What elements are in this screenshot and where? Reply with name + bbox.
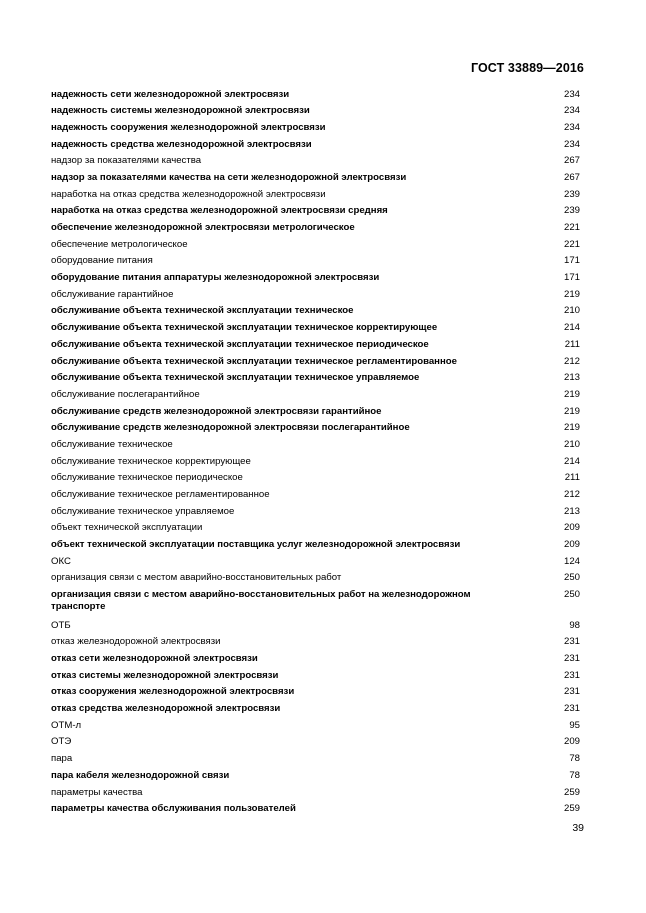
index-page-ref: 209 [563,539,580,551]
index-page-ref: 221 [563,222,580,233]
index-term: отказ средства железнодорожной электросвязи [51,703,281,715]
index-term: обслуживание объекта технической эксплуатации техническое корректирующее [51,322,438,334]
index-term: обслуживание объекта технической эксплуатации техническое регламентированное [51,355,457,367]
index-term: ОТМ-л [51,719,82,731]
index-term: надзор за показателями качества на сети железнодорожной электросвязи [51,171,407,183]
index-page-ref: 78 [569,769,580,781]
index-page-ref: 234 [563,121,580,133]
index-term: пара кабеля железнодорожной связи [51,769,230,781]
index-page-ref: 219 [563,405,580,417]
index-term: обслуживание средств железнодорожной электросвязи гарантийное [51,405,382,417]
index-entry [51,203,582,220]
index-page-ref: 78 [569,753,580,765]
index-page-ref: 124 [563,555,580,567]
index-entry [51,667,582,684]
index-term: отказ сооружения железнодорожной электросвязи [51,686,295,698]
index-page-ref: 234 [563,88,580,100]
index-page-ref: 231 [563,636,580,648]
index-entry [51,734,582,751]
index-entry [51,520,582,537]
document-header: ГОСТ 33889—2016 [470,61,584,75]
index-entry [51,453,582,470]
index-term: организация связи с местом аварийно-восстановительных работ [51,572,342,584]
index-entry [51,103,582,120]
index-page-ref: 210 [563,438,580,450]
index-term: объект технической эксплуатации поставщика услуг железнодорожной электросвязи [51,539,461,551]
index-page-ref: 231 [563,669,580,681]
index-term: обслуживание техническое корректирующее [51,455,251,467]
index-entry [51,286,582,303]
index-entry [51,651,582,668]
index-entry [51,386,582,403]
index-term: обслуживание средств железнодорожной электросвязи послегарантийное [51,422,410,434]
index-entry [51,784,582,801]
index-term: наработка на отказ средства железнодорожной электросвязи средняя [51,205,388,217]
index-page-ref: 231 [563,703,580,715]
index-entry [51,503,582,520]
index-entry [51,717,582,734]
index-entry [51,420,582,437]
index-term: оборудование питания [51,255,153,267]
index-page-ref: 250 [563,572,580,584]
index-page-ref: 259 [563,786,580,798]
index-page-ref: 210 [563,305,580,317]
index-entry [51,751,582,768]
index-term: обслуживание объекта технической эксплуатации техническое [51,305,354,317]
index-term: надежность сети железнодорожной электросвязи [51,88,290,100]
index-entry [51,186,582,203]
index-page-ref: 219 [563,422,580,434]
index-entry [51,617,582,634]
index-entry [51,220,582,237]
index-term: надежность средства железнодорожной электросвязи [51,138,312,150]
index-entry [51,86,582,103]
index-entry [51,236,582,253]
index-term: обеспечение метрологическое [51,238,188,250]
index-entry [51,684,582,701]
page-number: 39 [572,822,584,834]
index-page-ref: 211 [564,472,580,484]
index-entry [51,436,582,453]
index-page-ref: 171 [563,272,580,284]
index-entry [51,634,582,651]
index-term: ОКС [51,555,71,567]
index-entry [51,487,582,504]
index-term: обслуживание техническое [51,438,173,450]
index-page-ref: 239 [563,205,580,217]
index-term: надежность сооружения железнодорожной электросвязи [51,121,326,133]
index-term: обслуживание послегарантийное [51,388,200,400]
index-entry [51,353,582,370]
index-page-ref: 239 [563,188,580,200]
index-page-ref: 231 [563,653,580,664]
index-entry [51,767,582,784]
index-entry [51,253,582,270]
index-page-ref: 98 [569,619,580,631]
index-entry [51,370,582,387]
index-entry [51,270,582,287]
index-page-ref: 250 [563,589,580,601]
index-entry [51,801,582,818]
index-term: обслуживание техническое регламентированное [51,489,270,500]
index-term: наработка на отказ средства железнодорожной электросвязи [51,188,326,200]
index-entry [51,403,582,420]
index-page-ref: 234 [563,105,580,117]
index-page-ref: 213 [563,505,580,517]
index-term: отказ системы железнодорожной электросвязи [51,669,279,681]
index-term: ОТЭ [51,736,72,748]
index-term: организация связи с местом аварийно-восстановительных работ на железнодорожном транспорте [51,589,471,613]
index-term: оборудование питания аппаратуры железнодорожной электросвязи [51,272,380,284]
index-page-ref: 212 [563,355,580,367]
index-page-ref: 231 [563,686,580,698]
index-entry [51,470,582,487]
index-page-ref: 95 [569,719,580,731]
index-term: надзор за показателями качества [51,155,202,167]
index-term: обслуживание техническое управляемое [51,505,235,517]
index-entry [51,169,582,186]
index-term: обслуживание техническое периодическое [51,472,243,484]
index-entry [51,153,582,170]
index-page-ref: 214 [563,455,580,467]
index-term: ОТБ [51,619,71,631]
index-page-ref: 211 [564,338,580,350]
index-entry [51,553,582,570]
index-entry [51,136,582,153]
index-page-ref: 214 [563,322,580,334]
index-list [51,86,582,817]
index-entry [51,303,582,320]
index-page-ref: 219 [563,388,580,400]
index-entry [51,701,582,718]
index-entry [51,119,582,136]
index-entry [51,320,582,337]
index-page-ref: 219 [563,288,580,300]
index-entry [51,336,582,353]
index-page-ref: 259 [563,803,580,815]
index-page-ref: 267 [563,155,580,167]
index-page-ref: 209 [563,736,580,748]
index-entry [51,587,582,618]
index-term: обслуживание объекта технической эксплуатации техническое управляемое [51,372,420,384]
index-term: объект технической эксплуатации [51,522,203,534]
index-page-ref: 234 [563,138,580,150]
index-page-ref: 209 [563,522,580,534]
index-page-ref: 267 [563,171,580,183]
index-page-ref: 213 [563,372,580,384]
index-entry [51,537,582,554]
index-term: надежность системы железнодорожной электросвязи [51,105,310,117]
index-page-ref: 171 [563,255,580,267]
index-entry [51,570,582,587]
index-page-ref: 221 [563,238,580,250]
index-term: отказ железнодорожной электросвязи [51,636,221,648]
index-term: параметры качества обслуживания пользователей [51,803,296,815]
index-term: пара [51,753,73,765]
index-page-ref: 212 [563,489,580,500]
index-term: отказ сети железнодорожной электросвязи [51,653,258,664]
index-term: обеспечение железнодорожной электросвязи метрологическое [51,222,355,233]
index-term: параметры качества [51,786,143,798]
index-term: обслуживание гарантийное [51,288,174,300]
index-term: обслуживание объекта технической эксплуатации техническое периодическое [51,338,429,350]
